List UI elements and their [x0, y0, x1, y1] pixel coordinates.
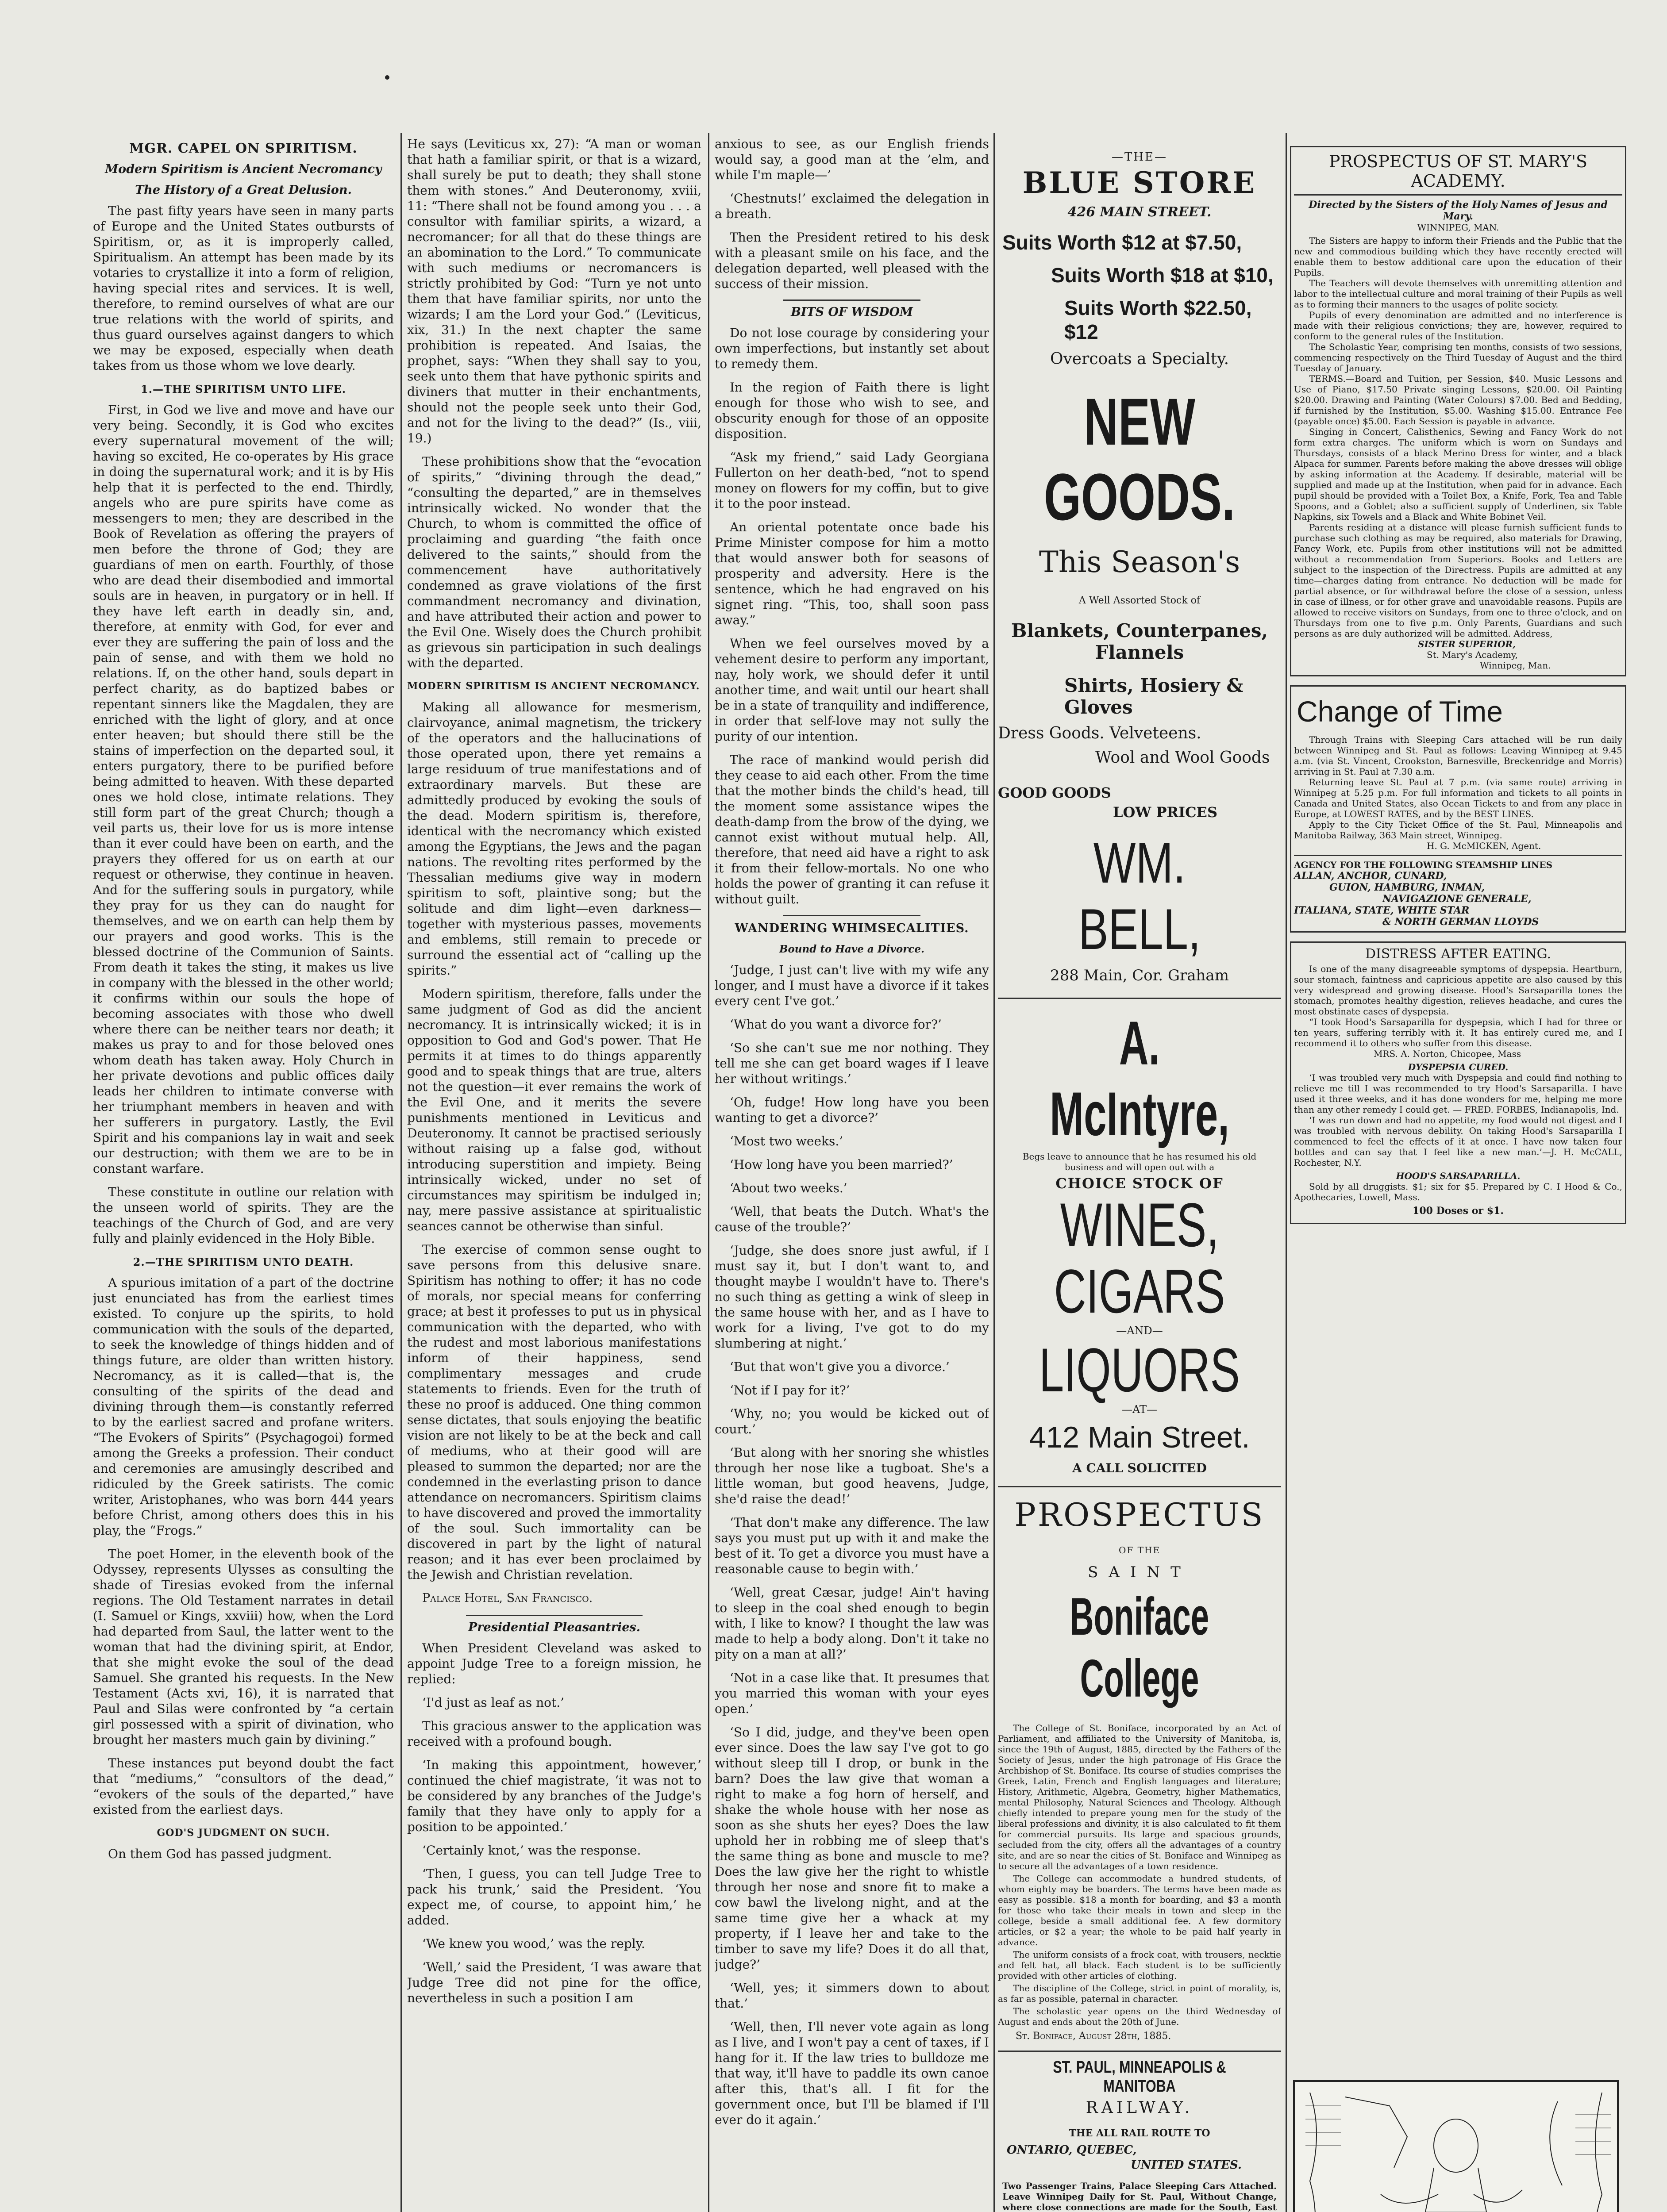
ad-headline: LIQUORS — [1039, 1335, 1240, 1405]
college-name: Boniface College — [1070, 1587, 1209, 1708]
ad-line: Blankets, Counterpanes, Flannels — [1011, 620, 1268, 663]
column-1 — [93, 136, 394, 2212]
paragraph: The Sisters are happy to inform their Friends and the Public that the new and commodious building which they have recently erected will enable them to bestow additional care upon the education of their Pupils. — [1294, 235, 1622, 278]
divider — [466, 1615, 643, 1616]
column-rule — [708, 133, 709, 2212]
signature: H. G. McMICKEN, Agent. — [1427, 841, 1541, 851]
ad-headline: CIGARS — [1054, 1256, 1225, 1326]
paragraph: ‘What do you want a divorce for?’ — [730, 1017, 942, 1032]
paragraph: Singing in Concert, Calisthenics, Sewing and Fancy Work do not form extra charges. The uniform which is worn on Sundays and Thursdays, consists of a black Merino Dress for winter, and a black Alpaca for summer. Parents before making the above dresses will oblige by asking information at the Academy. If desirable, material will be supplied and made up at the Institution, when paid for in advance. Each pupil should be provided with a Toilet Box, a Knife, Fork, Tea and Table Spoons, and a Goblet; also a sufficient supply of Underlinen, six Table Napkins, six Towels and a Black and White Bobinet Veil. — [1294, 426, 1622, 522]
ad-headline: NEW GOODS. — [1043, 384, 1236, 534]
paragraph: He says (Leviticus xx, 27): “A man or woman that hath a familiar spirit, or that is a wizard, shall surely be put to death; they shall stone them with stones.” And Deuteronomy, xviii, 11: “There shall not be found among you . . . a consultor with familiar spirits, a wizard, a necromancer; for all that do these things are an abomination to the Lord.” To communicate with such mediums or necromancers is strictly prohibited by God: “Turn ye not unto them that have familiar spirits, nor unto the wizards; I am the Lord your God.” (Leviticus, xix, 31.) In the next chapter the same prohibition is repeated. And Isaias, the prophet, says: “When they shall say to you, seek unto them that have pythonic spirits and diviners that mutter in their enchantments, should not the people seek unto their God, and not for the living to the dead?” (Is., viii, 19.) — [407, 137, 701, 445]
new-goods-ad — [998, 384, 1281, 984]
section-subheading: Bound to Have a Divorce. — [779, 943, 924, 955]
merchant-address: 412 Main Street. — [1029, 1421, 1250, 1454]
paragraph: ‘Most two weeks.’ — [730, 1134, 843, 1148]
column-2 — [407, 136, 701, 2212]
paragraph: An oriental potentate once bade his Prime Minister compose for him a motto that would answer both for seasons of prosperity and adversity. Here is the sentence, which he had engraved on his signet ring. “This, too, shall soon pass away.” — [715, 520, 989, 627]
ad-line: LOW PRICES — [1113, 804, 1218, 821]
paragraph: These instances put beyond doubt the fact that “mediums,” “consultors of the dead,” “evokers of the souls of the departed,” have existed from the earliest days. — [93, 1756, 394, 1817]
st-marys-academy-ad — [1290, 146, 1626, 676]
divider — [783, 915, 920, 916]
paragraph: In the region of Faith there is light enough for those who wish to see, and obscurity enough for those of an opposite disposition. — [715, 380, 989, 441]
paragraph: ‘But that won't give you a divorce.’ — [730, 1359, 950, 1374]
paragraph: First, in God we live and move and have our very being. Secondly, it is God who excites every supernatural movement of the will; having so excited, He co-operates by His grace in doing the supernatural work; and it is by His help that it is perfected to the end. Thirdly, angels who are pure spirits have come as messengers to men; they are described in the Book of Revelation as offering the prayers of men before the throne of God; they are guardians of men on earth. Fourthly, of those who are dead their disembodied and immortal souls are in heaven, in purgatory or in hell. If they have left earth in deadly sin, and, therefore, at enmity with God, for ever and ever they are suffering the pain of loss and the pain of sense, and with them we hold no relations. If, on the other hand, souls depart in perfect charity, as do baptized babes or repentant sinners like the Magdalen, they are enriched with the light of glory, and at once enter heaven; but should there still be the stains of imperfection on the departed soul, it enters purgatory, there to be purified before being admitted to heaven. With these departed ones we hold close, intimate relations. They still form part of the great Church; though a veil parts us, their love for us is more intense than it ever could have been on earth, and the prayers they offered for us on earth at our request or otherwise, they continue in heaven. And for the suffering souls in purgatory, while they pray for us they can do naught for themselves, and we on earth can help them by our prayers and good works. This is the blessed doctrine of the Communion of Saints. From death it takes the sting, it makes us live in company with the blessed in the other world; it confirms within our souls the hope of becoming associates with those who dwell where there can be neither tears nor death; it makes us pray to and for those beloved ones whom death has taken away. Holy Church in her private devotions and public offices daily leads her children to intimate converse with her triumphant members in heaven and with her sufferers in purgatory. Lastly, the Evil Spirit and his companions lay in wait and seek our destruction; with them we are to be in constant warfare. — [93, 403, 394, 1176]
divider — [1294, 194, 1622, 196]
store-address: 426 MAIN STREET. — [1067, 204, 1212, 220]
ad-line: —AT— — [1121, 1403, 1158, 1416]
boniface-college-ad — [998, 1496, 1281, 2042]
ad-line: Dress Goods. Velveteens. — [998, 724, 1201, 742]
paragraph: Returning leave St. Paul at 7 p.m. (via same route) arriving in Winnipeg at 5.25 p.m. For full information and tickets to all points in Canada and United States, also Ocean Tickets to and from any place in Europe, at LOWEST RATES, and by the BEST LINES. — [1294, 777, 1622, 819]
ad-line: GOOD GOODS — [998, 784, 1111, 801]
paragraph: ‘That don't make any difference. The law says you must put up with it and make the best of it. To get a divorce you must have a reasonable cause to begin with.’ — [715, 1515, 989, 1576]
column-rule — [400, 133, 402, 2212]
paragraph: Making all allowance for mesmerism, clairvoyance, animal magnetism, the trickery of the operators and the hallucinations of those operated upon, there yet remains a large residuum of true manifestations and of extraordinary marvels. But these are admittedly produced by evoking the souls of the dead. Modern spiritism is, therefore, identical with the necromancy which existed among the Egyptians, the Jews and the pagan nations. The revolting rites performed by the Thessalian mediums give way in modern spiritism to soft, plaintive song; but the solitude and dim light—even darkness—together with mysterious passes, movements and emblems, still remain to precede or surround the essential act of “calling up the spirits.” — [407, 700, 701, 978]
paragraph: ‘How long have you been married?’ — [730, 1157, 953, 1172]
ad-headline: WINES, — [1060, 1190, 1219, 1260]
paragraph: The exercise of common sense ought to save persons from this delusive snare. Spiritism has nothing to offer; it has no code of morals, nor special means for conferring grace; at best it professes to put us in physical communication with the departed, who with the rudest and most laborious manifestations inform of their happiness, send complimentary messages and crude statements to friends. Even for the truth of these no proof is adduced. One thing common sense dictates, that souls enjoying the beatific vision are not likely to be at the beck and call of mediums, who at their good will are pleased to summon the departed; nor are the condemned in the everlasting prison to dance attendance on necromancers. Spiritism claims to have discovered and proved the immortality of the soul. Such immortality can be discovered in part by the light of natural reason; and it has ever been proclaimed by the Jewish and Christian revelation. — [407, 1242, 701, 1582]
merchant-name: A. McIntyre, — [1050, 1008, 1229, 1148]
paragraph: TERMS.—Board and Tuition, per Session, $40. Music Lessons and Use of Piano, $17.50 Private singing Lessons, $20.00. Oil Painting $20.00. Drawing and Painting (Water Colours) $7.00. Bed and Bedding, if furnished by the Institution, $5.00. Washing $15.00. Entrance Fee (payable once) $5.00. Each Session is payable in advance. — [1294, 373, 1622, 426]
paragraph: ‘Well, great Cæsar, judge! Ain't having to sleep in the coal shed enough to begin with, I like to know? I thought the law was made to help a body along. Don't it take no pity on a man at all?’ — [715, 1585, 989, 1662]
ad-line: UNITED STATES. — [1131, 2158, 1242, 2172]
paragraph: The poet Homer, in the eleventh book of the Odyssey, represents Ulysses as consulting the shade of Tiresias evoked from the infernal regions. The Old Testament narrates in detail (I. Samuel or Kings, xxviii) how, when the Lord had departed from Saul, the latter went to the woman that had the divining spirit, at Endor, that she might evoke the soul of the dead Samuel. She granted his requests. In the New Testament (Acts xvi, 16), it is narrated that Paul and Silas were confronted by “a certain girl possessed with a spirit of divination, who brought her masters much gain by divining.” — [93, 1547, 394, 1747]
paragraph: The uniform consists of a frock coat, with trousers, necktie and felt hat, all black. Each student is to be sufficiently provided with other articles of clothing. — [998, 1949, 1281, 1981]
paragraph: These constitute in outline our relation with the unseen world of spirits. They are the teachings of the Church of God, and are very fully and plainly evidenced in the Holy Bible. — [93, 1185, 394, 1246]
ad-line: AGENCY FOR THE FOLLOWING STEAMSHIP LINES — [1294, 860, 1553, 870]
section-heading: GOD'S JUDGMENT ON SUCH. — [157, 1827, 330, 1839]
paragraph: A spurious imitation of a part of the doctrine just enunciated has from the earliest times existed. To conjure up the spirits, to hold communication with the souls of the departed, to seek the knowledge of things hidden and of things future, are older than written history. Necromancy, as it is called—that is, the consulting of the spirits of the dead and divining through them—is constantly referred to by the earliest sacred and profane writers. “The Evokers of Spirits” (Psychagogoi) formed among the Greeks a profession. Their conduct and ceremonies are amusingly described and ridiculed by the Greek satirists. The comic writer, Aristophanes, who was born 444 years before Christ, among others does this in his play, the “Frogs.” — [93, 1275, 394, 1538]
paragraph: ‘Not if I pay for it?’ — [730, 1383, 850, 1398]
ad-kicker: —THE— — [1112, 150, 1167, 164]
paragraph: The race of mankind would perish did they cease to aid each other. From the time that the mother binds the child's head, till the moment some assistance wipes the death-damp from the brow of the dying, we cannot exist without mutual help. All, therefore, that need aid have a right to ask it from their fellow-mortals. No one who holds the power of granting it can refuse it without guilt. — [715, 753, 989, 906]
ad-line: SAINT — [1088, 1563, 1191, 1581]
article-dateline: Palace Hotel, San Francisco. — [422, 1591, 593, 1605]
paragraph: ‘I was troubled very much with Dyspepsia and could find nothing to relieve me till I was recommended to try Hood's Sarsaparilla. I have used it three weeks, and it has done wonders for me, helping me more than any other remedy I could get. — FRED. FORBES, Indianapolis, Ind. — [1294, 1072, 1622, 1115]
paragraph: ‘But along with her snoring she whistles through her nose like a tugboat. She's a little woman, but good heavens, Judge, she'd raise the dead!’ — [715, 1445, 989, 1506]
ad-headline: ST. PAUL, MINNEAPOLIS & MANITOBA — [1053, 2058, 1226, 2096]
ad-subhead: This Season's — [1039, 545, 1240, 579]
ad-line: OF THE — [1118, 1545, 1160, 1555]
pain-killer-illustration — [1292, 2079, 1620, 2212]
ad-line: ONTARIO, QUEBEC, — [1007, 2143, 1137, 2157]
paragraph: Pupils of every denomination are admitted and no interference is made with their religious convictions; they are, however, required to conform to the general rules of the Institution. — [1294, 310, 1622, 342]
change-of-time-ad — [1290, 685, 1626, 933]
signature: MRS. A. Norton, Chicopee, Mass — [1374, 1048, 1521, 1059]
ad-line: Overcoats a Specialty. — [1050, 350, 1229, 368]
paragraph: ‘I was run down and had no appetite, my food would not digest and I was troubled with nervous debility. On taking Hood's Sarsaparilla I commenced to feel the effects of it at once. I have now taken four bottles and can say that I feel like a new man.’—J. H. McCALL, Rochester, N.Y. — [1294, 1115, 1622, 1168]
ad-line: ITALIANA, STATE, WHITE STAR — [1294, 905, 1470, 916]
ad-line: Wool and Wool Goods — [1095, 749, 1270, 767]
ad-subhead: Directed by the Sisters of the Holy Names of Jesus and Mary. — [1309, 199, 1608, 222]
paragraph: “Ask my friend,” said Lady Georgiana Fullerton on her death-bed, “not to spend money on flowers for my coffin, but to give it to the poor instead. — [715, 450, 989, 511]
divider — [1294, 855, 1622, 856]
divider — [783, 300, 920, 301]
paragraph: When President Cleveland was asked to appoint Judge Tree to a foreign mission, he replied: — [407, 1641, 701, 1686]
paragraph: ‘Well, that beats the Dutch. What's the cause of the trouble?’ — [715, 1204, 989, 1234]
paragraph: The Teachers will devote themselves with unremitting attention and labor to the intellectual culture and moral training of their Pupils as well as to forming their manners to the usages of polite society. — [1294, 278, 1622, 310]
section-heading: WANDERING WHIMSECALITIES. — [735, 922, 969, 935]
mcintyre-ad — [998, 1008, 1281, 1475]
column-rule — [993, 133, 995, 2212]
divider — [998, 998, 1281, 999]
store-name: BLUE STORE — [1022, 165, 1257, 200]
railway-ad — [998, 2058, 1281, 2212]
merchant-name: WM. BELL, — [1078, 830, 1201, 961]
ad-subhead: RAILWAY. — [1086, 2099, 1193, 2117]
article-subtitle: The History of a Great Delusion. — [135, 183, 352, 197]
paragraph: Parents residing at a distance will please furnish sufficient funds to purchase such clothing as may be required, also materials for Drawing, Fancy Work, etc. Pupils from other institutions will not be admitted without a recommendation from Superiors. Books and Letters are subject to the inspection of the Directress. Pupils are admitted at any time—charges dating from entrance. No deduction will be made for partial absence, or for withdrawal before the close of a session, unless in case of illness, or for other grave and unavoidable reasons. Pupils are allowed to receive visitors on Sundays, from one to three o'clock, and on Thursdays from one to five p.m. Only Parents, Guardians and such persons as are duly authorized will be admitted. Address, — [1294, 522, 1622, 639]
ad-line: GUION, HAMBURG, INMAN, — [1329, 882, 1485, 893]
paragraph: “I took Hood's Sarsaparilla for dyspepsia, which I had for three or ten years, suffering terribly with it. It has entirely cured me, and I recommend it to others who suffer from this disease. — [1294, 1017, 1622, 1048]
ad-headline: PROSPECTUS OF ST. MARY'S ACADEMY. — [1328, 152, 1588, 191]
paragraph: ‘Judge, she does snore just awful, if I must say it, but I don't want to, and thought maybe I wouldn't have to. There's no such thing as getting a wink of sleep in the same house with her, and as I have to work for a living, I've got to do my slumbering at night.’ — [715, 1243, 989, 1351]
merchant-address: 288 Main, Cor. Graham — [1050, 967, 1229, 984]
ad-subhead: HOOD'S SARSAPARILLA. — [1396, 1171, 1521, 1181]
paragraph: ‘I'd just as leaf as not.’ — [422, 1695, 565, 1710]
section-heading: 1.—THE SPIRITISM UNTO LIFE. — [140, 383, 346, 396]
ad-line: & NORTH GERMAN LLOYDS — [1382, 916, 1539, 928]
ad-line: Begs leave to announce that he has resumed his old business and will open out with a — [1022, 1151, 1257, 1172]
paragraph: ‘So she can't sue me nor nothing. They tell me she can get board wages if I leave her without writings.’ — [715, 1041, 989, 1086]
ad-line: —AND— — [1116, 1325, 1163, 1337]
paragraph: Modern spiritism, therefore, falls under the same judgment of God as did the ancient necromancy. It is intrinsically wicked; it is in opposition to God and God's power. That He permits it at times to do things apparently good and to speak things that are true, alters not the question—it ever remains the work of the Evil One, and it merits the severe punishments mentioned in Leviticus and Deuteronomy. It cannot be practised seriously without raising up a false god, without introducing superstition and impiety. Being intrinsically wicked, under no set of circumstances may spiritism be indulged in; nay, mere passive assistance at spiritualistic seances cannot be otherwise than sinful. — [407, 987, 701, 1233]
paragraph: ‘Well, then, I'll never vote again as long as I live, and I won't pay a cent of taxes, if I hang for it. If the law tries to bulldoze me that way, it'll have to paddle its own canoe after this, that's all. I fit for the government once, but I'll be blamed if I'll ever do it again.’ — [715, 2020, 989, 2127]
divider — [998, 2051, 1281, 2052]
paragraph: The Scholastic Year, comprising ten months, consists of two sessions, commencing respectively on the Third Tuesday of August and the third Tuesday of January. — [1294, 342, 1622, 373]
hoods-sarsaparilla-ad — [1290, 941, 1626, 1224]
ad-line: Shirts, Hosiery & Gloves — [1064, 675, 1244, 718]
ad-line: A Well Assorted Stock of — [1078, 595, 1201, 606]
column-rule — [1286, 133, 1287, 2212]
price-line: Suits Worth $18 at $10, — [1051, 264, 1274, 287]
paragraph: The scholastic year opens on the third Wednesday of August and ends about the 20th of June. — [998, 2006, 1281, 2027]
blue-store-ad — [998, 133, 1281, 368]
section-heading: Presidential Pleasantries. — [468, 1621, 641, 1634]
ad-line: A CALL SOLICITED — [1072, 1461, 1207, 1475]
signature: St. Mary's Academy, — [1427, 649, 1518, 660]
paragraph: ‘Certainly knot,’ was the response. — [422, 1843, 641, 1858]
divider — [998, 1486, 1281, 1487]
signature: Winnipeg, Man. — [1480, 660, 1551, 671]
paragraph: When we feel ourselves moved by a vehement desire to perform any important, nay, holy work, we should defer it until another time, and wait until our heart shall be in a state of tranquility and indifference, in order that self-love may not sully the purity of our intention. — [715, 636, 989, 744]
paragraph: These prohibitions show that the “evocation of spirits,” “divining through the dead,” “consulting the departed,” are in themselves intrinsically wicked. No wonder that the Church, to whom is committed the office of proclaiming and guarding “the faith once delivered to the saints,” should from the commencement have authoritatively condemned as grave violations of the first commandment necromancy and divination, and have attributed their action and power to the Evil One. Wisely does the Church prohibit as grievous sin participation in such dealings with the departed. — [407, 454, 701, 670]
paragraph: This gracious answer to the application was received with a profound bough. — [407, 1719, 701, 1749]
paragraph: Through Trains with Sleeping Cars attached will be run daily between Winnipeg and St. Paul as follows: Leaving Winnipeg at 9.45 a.m. (via St. Vincent, Crookston, Barnesville, Breckenridge and Morris) arriving in St. Paul at 7.30 a.m. — [1294, 734, 1622, 777]
print-mark — [385, 75, 389, 80]
paragraph: On them God has passed judgment. — [108, 1847, 332, 1861]
paragraph: ‘Then, I guess, you can tell Judge Tree to pack his trunk,’ said the President. ‘You expect me, of course, to appoint him,’ he added. — [407, 1866, 701, 1928]
column-3 — [715, 136, 989, 2212]
paragraph: Do not lose courage by considering your own imperfections, but instantly set about to remedy them. — [715, 326, 989, 371]
price-line: Suits Worth $22.50, $12 — [1064, 296, 1252, 343]
section-heading: 2.—THE SPIRITISM UNTO DEATH. — [133, 1256, 354, 1268]
article-title: MGR. CAPEL ON SPIRITISM. — [129, 141, 358, 156]
paragraph: Is one of the many disagreeable symptoms of dyspepsia. Heartburn, sour stomach, faintness and capricious appetite are also caused by this very widespread and growing disease. Hood's Sarsaparilla tones the stomach, promotes healthy digestion, relieves headache, and cures the most obstinate cases of dyspepsia. — [1294, 964, 1622, 1017]
paragraph: Apply to the City Ticket Office of the St. Paul, Minneapolis and Manitoba Railway, 363 Main street, Winnipeg. — [1294, 819, 1622, 841]
section-heading: BITS OF WISDOM — [791, 305, 913, 319]
ad-line: WINNIPEG, MAN. — [1417, 222, 1499, 233]
paragraph: ‘Not in a case like that. It presumes that you married this woman with your eyes open.’ — [715, 1671, 989, 1716]
paragraph: ‘We knew you wood,’ was the reply. — [422, 1936, 645, 1951]
section-heading: MODERN SPIRITISM IS ANCIENT NECROMANCY. — [407, 680, 700, 692]
paragraph: ‘Oh, fudge! How long have you been wanting to get a divorce?’ — [715, 1095, 989, 1125]
column-5-ads — [1290, 133, 1626, 2212]
paragraph: ‘About two weeks.’ — [730, 1181, 847, 1195]
ad-line: ALLAN, ANCHOR, CUNARD, — [1294, 870, 1447, 882]
paragraph: ‘Judge, I just can't live with my wife any longer, and I must have a divorce if it takes every cent I've got.’ — [715, 963, 989, 1008]
ad-subhead: DYSPEPSIA CURED. — [1408, 1062, 1509, 1072]
paragraph: Two Passenger Trains, Palace Sleeping Cars Attached. Leave Winnipeg Daily for St. Paul, Without Change, where close connections are made for the South, East — [1002, 2181, 1277, 2212]
ad-line: THE ALL RAIL ROUTE TO — [1069, 2128, 1210, 2139]
article-subtitle: Modern Spiritism is Ancient Necromancy — [105, 162, 382, 176]
paragraph: ‘So I did, judge, and they've been open ever since. Does the law say I've got to go without sleep till I drop, or bunk in the barn? Does the law give that woman a right to make a fog horn of herself, and shake the whole house with her nose as soon as she shuts her eyes? Does the law uphold her in robbing me of sleep that's the same thing as bone and muscle to me? Does the law give her the right to whistle through her nose and snore fit to make a cow bawl the livelong night, and at the same time give her a whack at my property, if I leave her and take to the timber to save my life? Does it do all that, judge?’ — [715, 1725, 989, 1972]
ad-headline: PROSPECTUS — [1014, 1496, 1265, 1533]
ad-dateline: St. Boniface, August 28th, 1885. — [1016, 2031, 1171, 2042]
ad-line: CHOICE STOCK OF — [1055, 1175, 1224, 1192]
paragraph: Then the President retired to his desk with a pleasant smile on his face, and the delegation departed, well pleased with the success of their mission. — [715, 230, 989, 291]
ad-line: NAVIGAZIONE GENERALE, — [1382, 893, 1532, 905]
paragraph: The College can accommodate a hundred students, of whom eighty may be boarders. The terms have been made as easy as possible. $18 a month for boarding, and $3 a month for those who take their meals in town and sleep in the college, beside a small additional fee. A few dormitory articles, or $2 a year; the whole to be paid half yearly in advance. — [998, 1873, 1281, 1947]
paragraph: The past fifty years have seen in many parts of Europe and the United States outbursts of Spiritism, or, as it is improperly called, Spiritualism. An attempt has been made by its votaries to crystallize it into a form of religion, having special rites and services. It is well, therefore, to remind ourselves of what are our true relations with the world of spirits, and thus guard ourselves against dangers to which we may be exposed, especially when death takes from us those whom we love dearly. — [93, 204, 394, 373]
paragraph: The College of St. Boniface, incorporated by an Act of Parliament, and affiliated to the University of Manitoba, is, since the 19th of August, 1885, directed by the Fathers of the Society of Jesus, under the high patronage of His Grace the Archbishop of St. Boniface. Its course of studies comprises the Greek, Latin, French and English languages and literature; History, Arithmetic, Algebra, Geometry, higher Mathematics, mental Philosophy, Natural Sciences and Theology. Although chiefly intended to prepare young men for the study of the liberal professions and divinity, it is also calculated to fit them for commercial pursuits. Its large and spacious grounds, secluded from the city, offers all the advantages of a country site, and are so near the cities of St. Boniface and Winnipeg as to secure all the advantages of a town residence. — [998, 1723, 1281, 1871]
ad-headline: DISTRESS AFTER EATING. — [1365, 946, 1552, 962]
paragraph: ‘Why, no; you would be kicked out of court.’ — [715, 1406, 989, 1436]
paragraph: ‘In making this appointment, however,’ continued the chief magistrate, ‘it was not to be considered by any branches of the Judge's family that they have only to apply for a position to be appointed.’ — [407, 1758, 701, 1834]
column-4-ads — [998, 133, 1281, 2212]
paragraph: ‘Well, yes; it simmers down to about that.’ — [715, 1981, 989, 2011]
paragraph: The discipline of the College, strict in point of morality, is, as far as possible, paternal in character. — [998, 1983, 1281, 2004]
paragraph: Sold by all druggists. $1; six for $5. Prepared by C. I Hood & Co., Apothecaries, Lowell, Mass. — [1294, 1181, 1622, 1202]
ad-headline: Change of Time — [1297, 695, 1503, 728]
paragraph: ‘Well,’ said the President, ‘I was aware that Judge Tree did not pine for the office, nevertheless in such a position I am — [407, 1960, 701, 2005]
paragraph: anxious to see, as our English friends would say, a good man at the ’elm, and while I'm maple—’ — [715, 137, 989, 182]
signature: SISTER SUPERIOR, — [1418, 639, 1516, 649]
paragraph: ‘Chestnuts!’ exclaimed the delegation in a breath. — [715, 191, 989, 221]
ad-line: 100 Doses or $1. — [1413, 1205, 1504, 1217]
price-line: Suits Worth $12 at $7.50, — [1002, 231, 1242, 254]
